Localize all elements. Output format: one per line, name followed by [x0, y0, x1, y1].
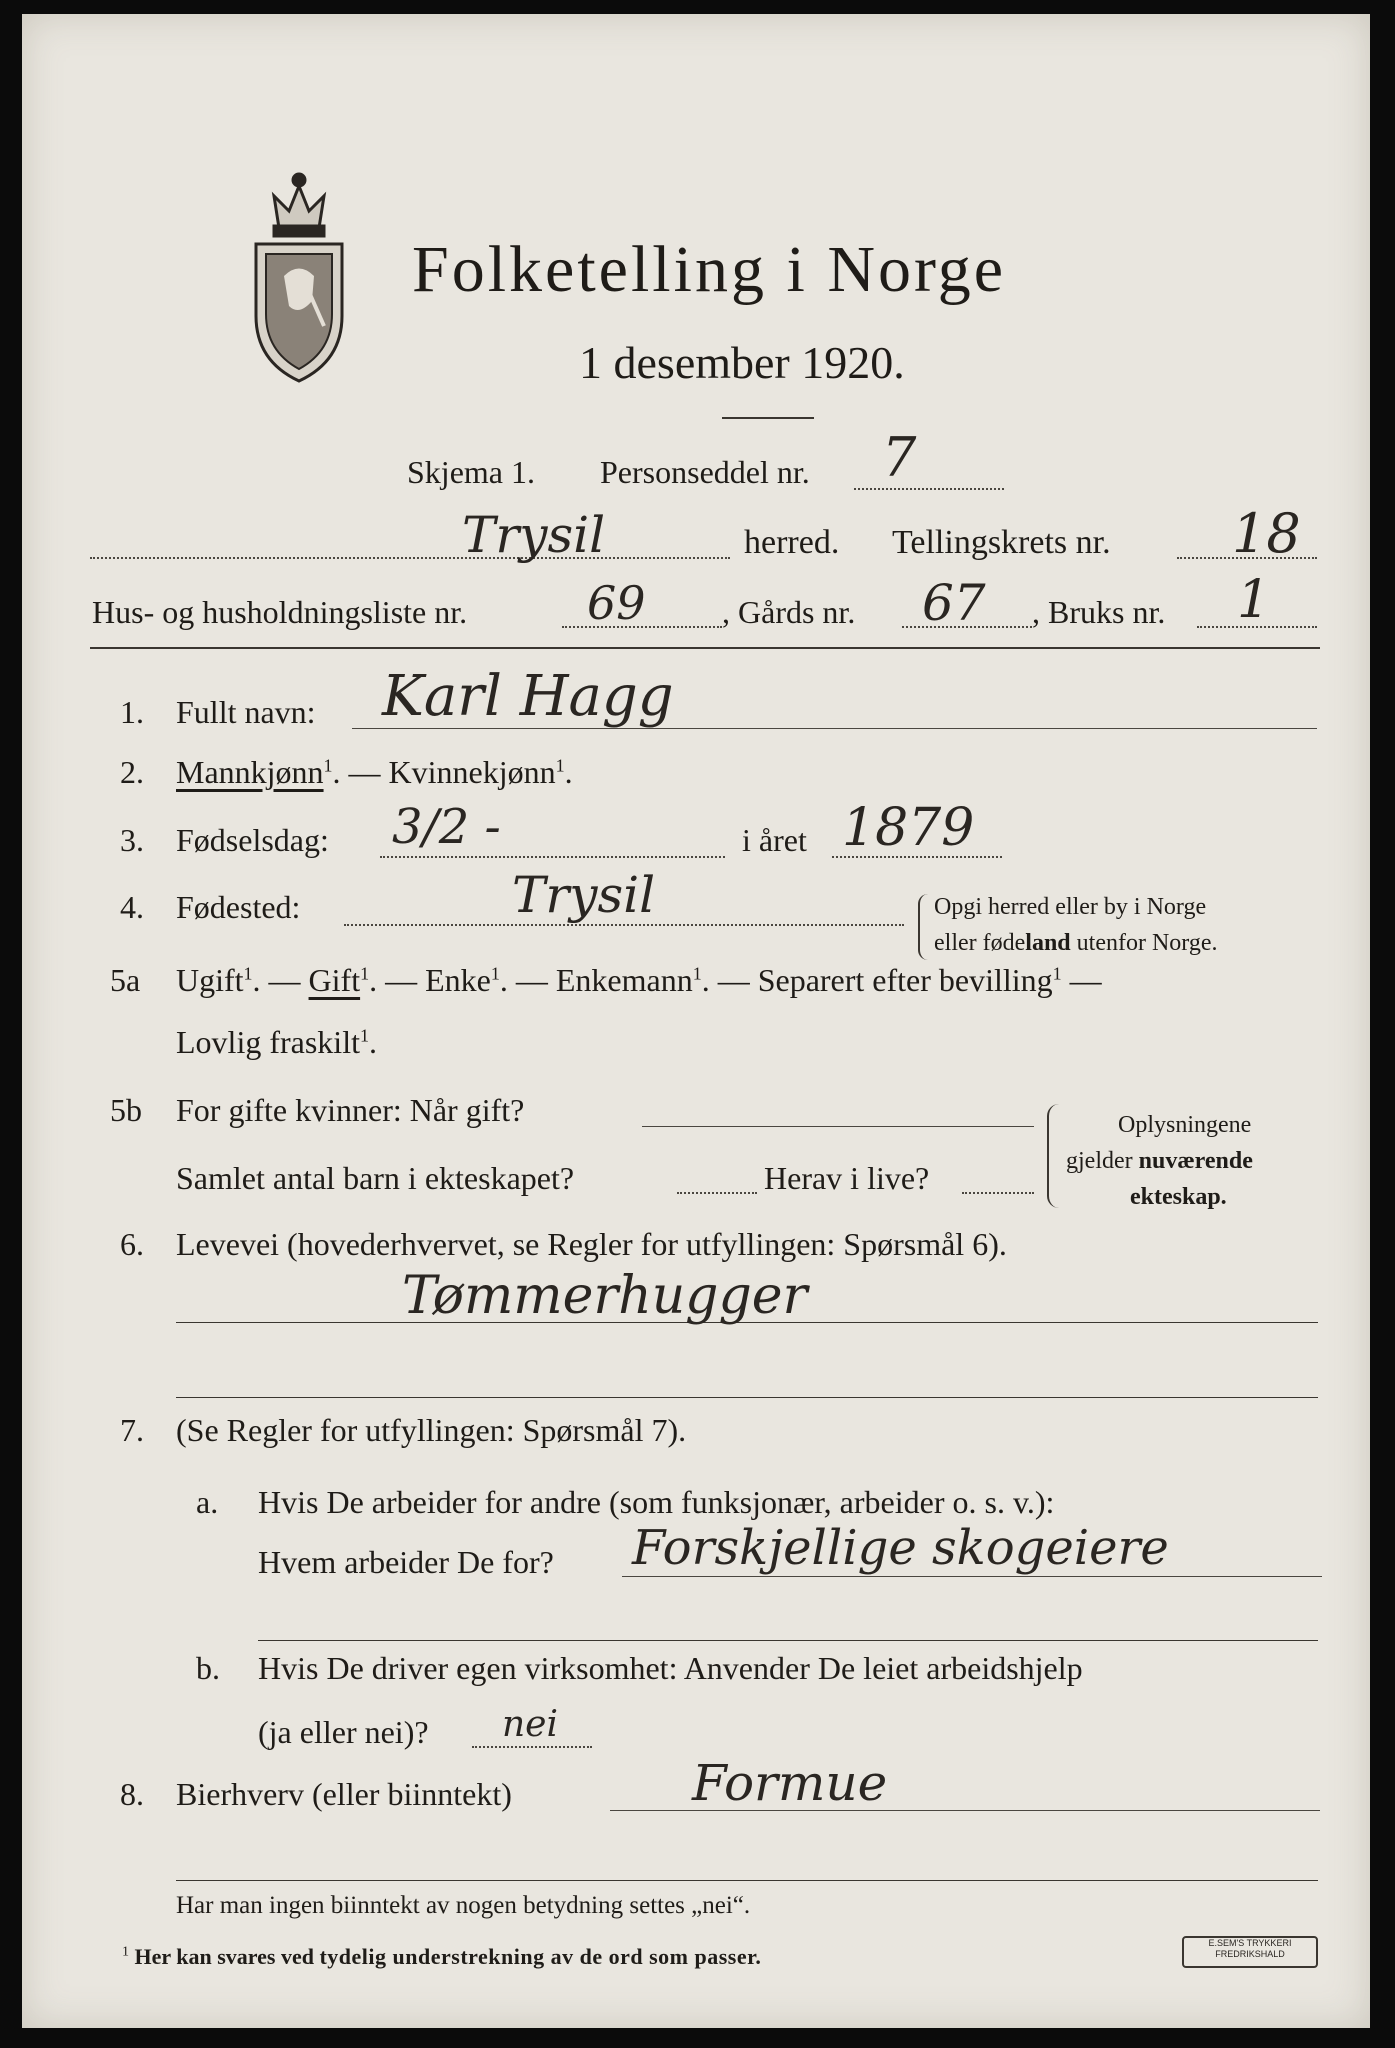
separator: . —	[332, 754, 389, 790]
census-date: 1 desember 1920.	[579, 337, 905, 388]
q2-number: 2.	[120, 754, 144, 790]
birth-year-value[interactable]: 1879	[842, 798, 975, 858]
bruks-label: , Bruks nr.	[1032, 594, 1166, 630]
q5b-alive-line	[962, 1192, 1034, 1194]
q1-label: Fullt navn:	[176, 694, 316, 730]
q7a-letter: a.	[196, 1484, 219, 1520]
herred-label: herred.	[744, 524, 840, 561]
q7-number: 7.	[120, 1412, 144, 1448]
q5b-number: 5b	[110, 1092, 142, 1128]
side-income-value[interactable]: Formue	[692, 1754, 888, 1812]
q5b-line2: Samlet antal barn i ekteskapet?	[176, 1160, 575, 1196]
q2-sex-options[interactable]	[176, 754, 573, 791]
q4-note-line1: Opgi herred eller by i Norge	[934, 894, 1207, 920]
q3-year-label: i året	[742, 822, 807, 858]
gards-label: , Gårds nr.	[722, 594, 856, 630]
personseddel-value[interactable]: 7	[882, 426, 917, 489]
q7b-letter: b.	[196, 1650, 220, 1686]
q1-number: 1.	[120, 694, 144, 730]
q7a-line2: Hvem arbeider De for?	[258, 1544, 554, 1580]
title-divider	[722, 417, 814, 419]
option-gift[interactable]: Gift	[308, 962, 361, 998]
q5b-note2: gjelder nuværende	[1066, 1148, 1253, 1174]
option-ugift[interactable]: Ugift	[176, 962, 244, 998]
q8-extra-line	[176, 1880, 1318, 1881]
q5b-note1: Oplysningene	[1118, 1112, 1252, 1138]
schema-label: Skjema 1.	[407, 454, 535, 490]
footnote: $^1$ Her kan svares ved tydelig understrekning av de ord som passer.	[122, 1944, 762, 1969]
option-male[interactable]: Mannkjønn	[176, 754, 324, 790]
q7a-line	[622, 1576, 1322, 1577]
q7b-line1: Hvis De driver egen virksomhet: Anvender De leiet arbeidshjelp	[258, 1650, 1083, 1686]
q7-label: (Se Regler for utfyllingen: Spørsmål 7).	[176, 1412, 687, 1448]
q5b-children-line	[677, 1192, 757, 1194]
tellingskrets-label: Tellingskrets nr.	[892, 524, 1111, 561]
employer-value[interactable]: Forskjellige skogeiere	[632, 1520, 1169, 1576]
q4-number: 4.	[120, 889, 144, 925]
option-fraskilt-row[interactable]: Lovlig fraskilt$^1$.	[176, 1024, 377, 1060]
option-fraskilt[interactable]: Lovlig fraskilt	[176, 1024, 360, 1060]
q6-label: Levevei (hovederhvervet, se Regler for utfyllingen: Spørsmål 6).	[176, 1226, 1007, 1262]
option-enke[interactable]: Enke	[425, 962, 491, 998]
q4-note-line2: eller fødeland utenfor Norge.	[934, 930, 1218, 956]
birth-day-value[interactable]: 3/2 -	[392, 799, 501, 855]
q7b-line2: (ja eller nei)?	[258, 1714, 429, 1750]
q5b-herav: Herav i live?	[764, 1160, 930, 1196]
q5a-status-options[interactable]: Ugift$^1$. — Gift$^1$. — Enke$^1$. — Enkemann$^1$. — Separert efter bevilling$^1$ —	[176, 962, 1102, 998]
husliste-label: Hus- og husholdningsliste nr.	[92, 594, 468, 630]
q7a-extra-line	[258, 1640, 1318, 1641]
terminator: .	[564, 754, 573, 790]
q6-line2	[176, 1397, 1318, 1398]
census-form-sheet	[22, 14, 1370, 2028]
option-separert[interactable]: Separert efter bevilling	[757, 962, 1053, 998]
personseddel-line	[854, 488, 1004, 490]
q8-label: Bierhverv (eller biinntekt)	[176, 1776, 512, 1812]
bruks-value[interactable]: 1	[1237, 570, 1271, 630]
q5b-married-line	[642, 1126, 1034, 1127]
norwegian-coat-of-arms-icon	[244, 166, 354, 386]
gards-value[interactable]: 67	[922, 574, 986, 632]
herred-line	[90, 557, 730, 559]
option-female[interactable]: Kvinnekjønn	[388, 754, 556, 790]
q5b-note3: ekteskap.	[1130, 1184, 1227, 1210]
q5b-brace	[1047, 1104, 1059, 1208]
husliste-value[interactable]: 69	[587, 576, 646, 630]
header-divider	[90, 647, 1320, 649]
footnote-ref: 1	[323, 755, 333, 776]
full-name-value[interactable]: Karl Hagg	[382, 664, 674, 729]
occupation-value[interactable]: Tømmerhugger	[402, 1266, 808, 1326]
q7b-line	[472, 1746, 592, 1748]
personseddel-label: Personseddel nr.	[600, 454, 810, 490]
q4-brace	[918, 894, 928, 960]
herred-value[interactable]: Trysil	[462, 506, 606, 564]
q5b-line1: For gifte kvinner: Når gift?	[176, 1092, 525, 1128]
q3-day-line	[380, 856, 725, 858]
q3-number: 3.	[120, 822, 144, 858]
form-title: Folketelling i Norge	[412, 233, 1007, 306]
q3-label: Fødselsdag:	[176, 822, 329, 858]
q4-label: Fødested:	[176, 889, 301, 925]
option-enkemann[interactable]: Enkemann	[555, 962, 693, 998]
q8-number: 8.	[120, 1776, 144, 1812]
q7a-line1: Hvis De arbeider for andre (som funksjonær, arbeider o. s. v.):	[258, 1484, 1055, 1520]
q4-line	[344, 924, 904, 926]
q5a-number: 5a	[110, 962, 141, 998]
birthplace-value[interactable]: Trysil	[512, 866, 656, 924]
q6-number: 6.	[120, 1226, 144, 1262]
footnote-ref: 1	[555, 755, 565, 776]
tellingskrets-value[interactable]: 18	[1232, 502, 1301, 565]
printer-stamp: E.SEM'S TRYKKERI FREDRIKSHALD	[1182, 1936, 1318, 1968]
footer-note: Har man ingen biinntekt av nogen betydning settes „nei“.	[176, 1892, 751, 1919]
hired-help-value[interactable]: nei	[502, 1704, 559, 1745]
